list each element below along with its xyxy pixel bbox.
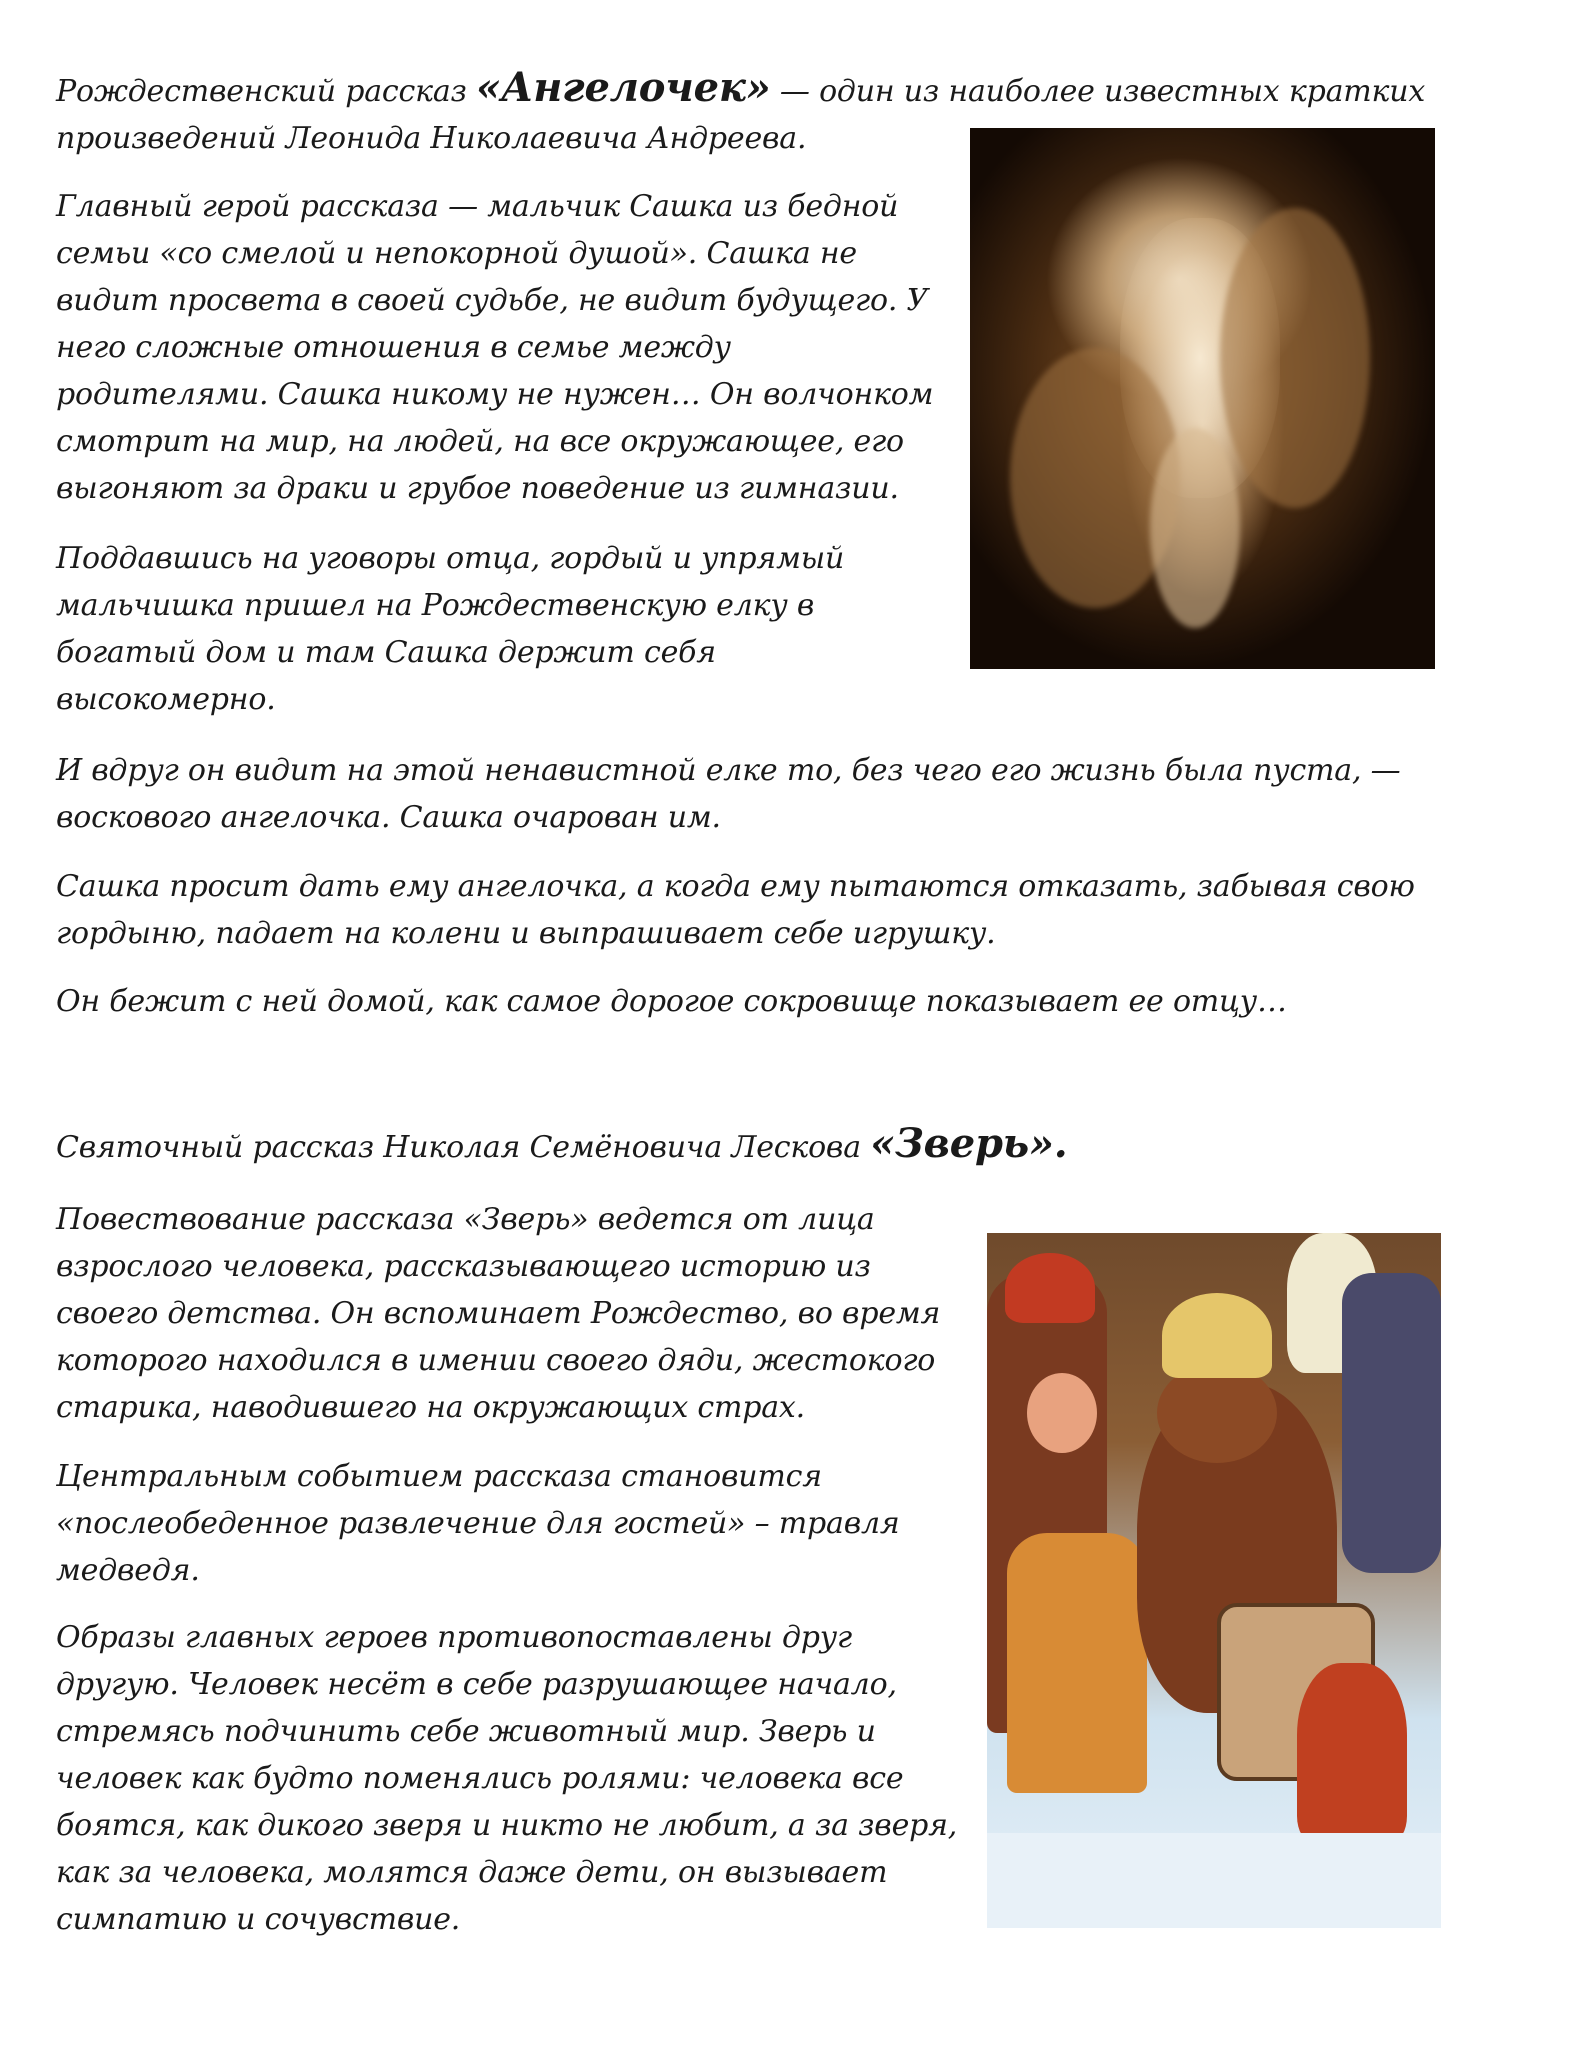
text-line: смотрит на мир, на людей, на все окружающее, его [56, 424, 904, 459]
text-line: как за человека, молятся даже дети, он вызывает [56, 1855, 888, 1890]
text-line: человек как будто поменялись ролями: человека все [56, 1761, 904, 1796]
section1-title: «Ангелочек» [476, 64, 771, 111]
text-line: симпатию и сочувствие. [56, 1902, 461, 1937]
section2-paragraph-3 [56, 1453, 900, 1594]
text-line: него сложные отношения в семье между [56, 330, 731, 365]
section2-paragraph-2 [56, 1196, 940, 1431]
bear-drum-illustration [987, 1233, 1441, 1928]
figure-face-shape [1027, 1373, 1097, 1453]
text-line: Образы главных героев противопоставлены друг [56, 1620, 852, 1655]
child-red-figure [1297, 1663, 1407, 1843]
text-line: Поддавшись на уговоры отца, гордый и упрямый [56, 541, 845, 576]
text-line: воскового ангелочка. Сашка очарован им. [56, 800, 721, 835]
hand-right-shape [1220, 208, 1370, 508]
section2-intro [56, 1120, 1067, 1171]
figure-right-shape [1342, 1273, 1441, 1573]
straw-hat-shape [1162, 1293, 1272, 1378]
section2-paragraph-4 [56, 1614, 957, 1943]
text-line: боятся, как дикого зверя и никто не любит, а за зверя, [56, 1808, 958, 1843]
text-line: взрослого человека, рассказывающего историю из [56, 1249, 871, 1284]
text-line: Он бежит с ней домой, как самое дорогое сокровище показывает ее отцу… [56, 984, 1287, 1019]
text-line: «послеобеденное развлечение для гостей» – травля [56, 1506, 900, 1541]
text-line: богатый дом и там Сашка держит себя [56, 635, 716, 670]
text-line: медведя. [56, 1553, 200, 1588]
text-line: которого находился в имении своего дяди, жестокого [56, 1343, 936, 1378]
text-line: видит просвета в своей судьбе, не видит будущего. У [56, 283, 929, 318]
section1-paragraph-5 [56, 863, 1415, 957]
text-line: гордыню, падает на колени и выпрашивает себе игрушку. [56, 916, 996, 951]
text-line: Центральным событием рассказа становится [56, 1459, 822, 1494]
bear-head-shape [1157, 1363, 1277, 1463]
angel-hands-image [970, 128, 1435, 669]
section2-intro-prefix: Святочный рассказ Николая Семёновича Лескова [56, 1130, 871, 1165]
text-line: высокомерно. [56, 682, 276, 717]
section1-paragraph-3 [56, 535, 844, 723]
section1-paragraph-6 [56, 978, 1287, 1025]
text-line: семьи «со смелой и непокорной душой». Сашка не [56, 236, 857, 271]
section1-paragraph-4 [56, 747, 1400, 841]
snow-ground-shape [987, 1833, 1441, 1928]
section1-intro-line2: произведений Леонида Николаевича Андреева. [56, 121, 807, 156]
text-line: другую. Человек несёт в себе разрушающее начало, [56, 1667, 897, 1702]
text-line: И вдруг он видит на этой ненавистной елке то, без чего его жизнь была пуста, — [56, 753, 1401, 788]
text-line: своего детства. Он вспоминает Рождество, во время [56, 1296, 941, 1331]
red-hat-shape [1005, 1253, 1095, 1323]
text-line: мальчишка пришел на Рождественскую елку в [56, 588, 815, 623]
text-line: Повествование рассказа «Зверь» ведется от лица [56, 1202, 875, 1237]
fingers-shape [1150, 428, 1240, 628]
text-line: Сашка просит дать ему ангелочка, а когда ему пытаются отказать, забывая свою [56, 869, 1415, 904]
section1-intro-suffix: — один из наиболее известных кратких [770, 74, 1426, 109]
text-line: старика, наводившего на окружающих страх. [56, 1390, 805, 1425]
text-line: стремясь подчинить себе животный мир. Зверь и [56, 1714, 876, 1749]
text-line: родителями. Сашка никому не нужен… Он волчонком [56, 377, 934, 412]
section1-intro-prefix: Рождественский рассказ [56, 74, 477, 109]
section1-paragraph-2 [56, 183, 933, 512]
section2-title: «Зверь». [870, 1120, 1068, 1167]
orange-coat-figure [1007, 1533, 1147, 1793]
text-line: Главный герой рассказа — мальчик Сашка из бедной [56, 189, 899, 224]
text-line: выгоняют за драки и грубое поведение из гимназии. [56, 471, 899, 506]
